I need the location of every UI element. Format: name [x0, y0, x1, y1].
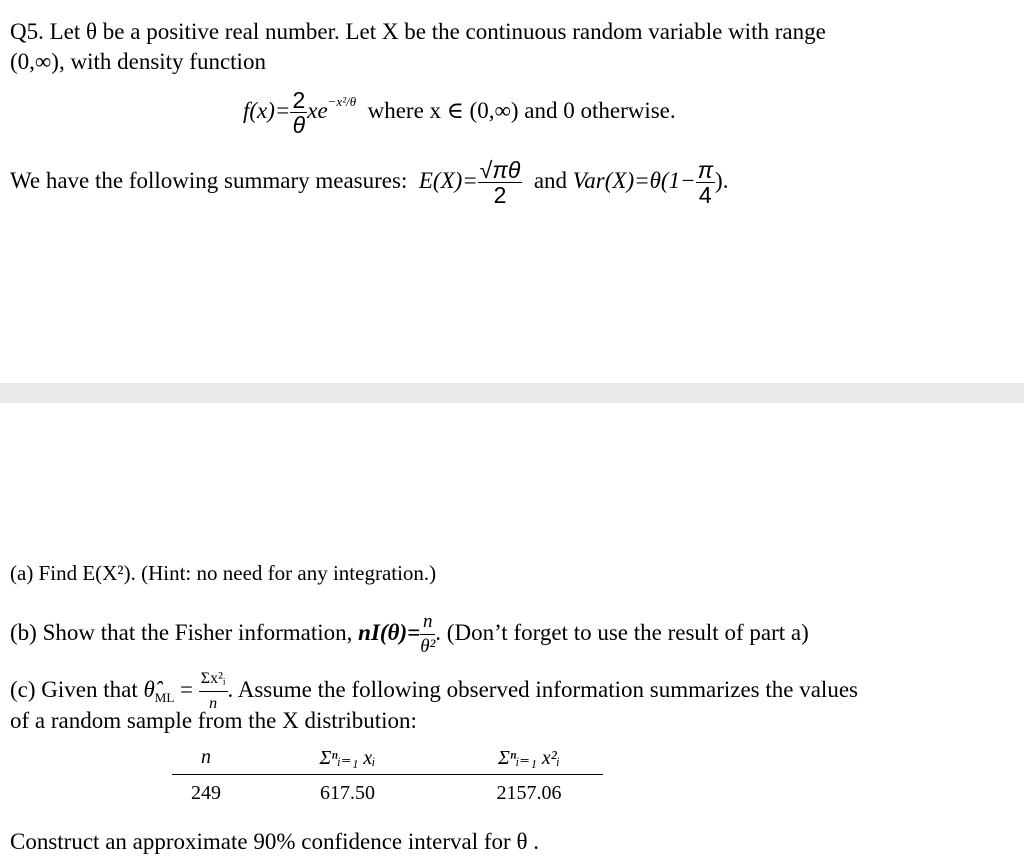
- question-intro-line2: (0,∞), with density function: [10, 49, 266, 74]
- question-label: Q5.: [10, 19, 44, 44]
- question-intro-line1: Let θ be a positive real number. Let X be the continuous random variable with range: [49, 19, 826, 44]
- section-divider: [0, 383, 1024, 403]
- and-word: and: [533, 167, 568, 193]
- part-c-tail: . Assume the following observed information summarizes the values: [227, 676, 858, 702]
- fisher-fraction: [420, 610, 435, 659]
- fisher-numerator: n: [420, 610, 435, 635]
- fisher-denominator: θ²: [420, 636, 436, 657]
- mle-denominator: n: [209, 695, 218, 712]
- var-fraction: [696, 158, 715, 207]
- var-numerator: π: [697, 157, 714, 183]
- density-numerator: 2: [292, 87, 306, 113]
- var-close: ).: [715, 167, 729, 193]
- part-b-tail: . (Don’t forget to use the result of part a): [435, 619, 809, 645]
- table-header-n: n: [172, 742, 240, 775]
- part-a-text: (a) Find E(X²). (Hint: no need for any integration.): [10, 561, 437, 585]
- table-cell-sum-x: 617.50: [320, 781, 375, 804]
- part-b-lead: (b) Show that the Fisher information,: [10, 619, 353, 645]
- table-cell-n: 249: [191, 781, 221, 804]
- table-row: [172, 775, 603, 808]
- part-c-line2: of a random sample from the X distribution:: [10, 708, 417, 733]
- part-c-lead: (c) Given that: [10, 676, 138, 702]
- density-exponent: −x²/θ: [327, 93, 357, 109]
- density-body: xe: [307, 97, 328, 123]
- table-cell-sum-x2: 2157.06: [496, 781, 562, 804]
- ex-denominator: 2: [493, 182, 507, 208]
- part-b-lhs: nI(θ)=: [358, 619, 421, 645]
- part-c-equals: =: [180, 676, 194, 702]
- var-denominator: 4: [698, 182, 712, 208]
- table-header-sum-x2: Σⁿᵢ₌₁ x²ᵢ: [455, 742, 603, 775]
- question-header-line: [10, 18, 826, 46]
- table-header-sum-x: Σⁿᵢ₌₁ xᵢ: [240, 742, 455, 775]
- part-b: [10, 610, 809, 670]
- density-fraction: [290, 88, 307, 137]
- density-formula: [243, 88, 676, 148]
- var-lhs: Var(X)=θ(1−: [572, 167, 696, 193]
- summary-lead: We have the following summary measures:: [10, 167, 408, 193]
- density-tail: where x ∈ (0,∞) and 0 otherwise.: [367, 97, 676, 123]
- final-instruction: Construct an approximate 90% confidence interval for θ .: [10, 829, 539, 854]
- table-header-row: [172, 742, 603, 775]
- mle-numerator: Σx²ᵢ: [199, 667, 228, 692]
- summary-measures: [10, 158, 728, 218]
- ex-fraction: [478, 158, 523, 207]
- observed-data-table: [172, 742, 603, 807]
- theta-hat: θ̂: [143, 676, 155, 702]
- density-denominator: θ: [292, 112, 306, 138]
- ex-numerator: √πθ: [479, 157, 521, 183]
- theta-hat-subscript: ML: [154, 689, 175, 705]
- ex-lhs: E(X)=: [418, 167, 478, 193]
- density-lhs: f(x)=: [243, 97, 291, 123]
